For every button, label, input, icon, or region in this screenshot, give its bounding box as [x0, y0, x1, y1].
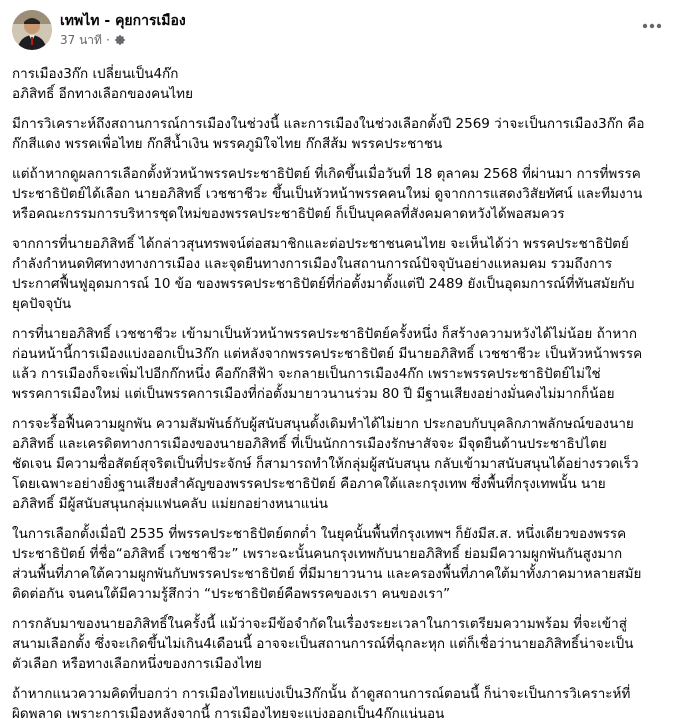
avatar-image — [12, 10, 52, 50]
post-text-line: ในการเลือกตั้งเมื่อปี 2535 ที่พรรคประชาธิปัตย์ตกต่ำ ในยุคนั้นพื้นที่กรุงเทพฯ ก็ยังมีส.ส. หนึ่งเดียวของพรรค — [12, 526, 627, 542]
post-text-line: อภิสิทธิ์ และเครดิตทางการเมืองของนายอภิสิทธิ์ ที่เป็นนักการเมืองรักษาสัจจะ มีจุดยืนด้านประชาธิปไตย — [12, 436, 607, 452]
post-paragraph — [12, 234, 668, 314]
post-text-line: การที่นายอภิสิทธิ์ เวชชาชีวะ เข้ามาเป็นหัวหน้าพรรคประชาธิปัตย์ครั้งหนึ่ง ก็สร้างความหวังได้ไม่น้อย ถ้าหาก — [12, 326, 637, 342]
post-text-line: ตัวเลือก หรือทางเลือกหนึ่งของการเมืองไทย — [12, 656, 262, 672]
post-text-line: สนามเลือกตั้ง ซึ่งจะเกิดขึ้นไม่เกิน4เดือนนี้ อาจจะเป็นสถานการณ์ที่ฉุกละหุก แต่ก็เชื่อว่านายอภิสิทธิ์น่าจะเป็น — [12, 636, 634, 652]
post-paragraph — [12, 414, 668, 514]
post-text-line: ผิดพลาด เพราะการเมืองหลังจากนี้ การเมืองไทยจะแบ่งออกเป็น4ก๊กแน่นอน — [12, 706, 445, 722]
post-text-line: มีการวิเคราะห์ถึงสถานการณ์การเมืองในช่วงนี้ และการเมืองในช่วงเลือกตั้งปี 2569 ว่าจะเป็นการเมือง3ก๊ก คือ — [12, 116, 645, 132]
post-text-line: ชัดเจน มีความซื่อสัตย์สุจริตเป็นที่ประจักษ์ ก็สามารถทำให้กลุ่มผู้สนับสนุน กลับเข้ามาสนับสนุนได้อย่างรวดเร็ว — [12, 456, 639, 472]
post-text-line: การเมือง3ก๊ก เปลี่ยนเป็น4ก๊ก — [12, 66, 179, 82]
post-paragraph — [12, 114, 668, 154]
post-text-line: พรรคการเมืองใหม่ แต่เป็นพรรคการเมืองที่ก่อตั้งมายาวนานร่วม 80 ปี มีฐานเสียงอย่างมั่นคงไม่มากก็น้อย — [12, 386, 615, 402]
post-text-line: ถ้าหากแนวความคิดที่บอกว่า การเมืองไทยแบ่งเป็น3ก๊กนั้น ถ้าดูสถานการณ์ตอนนี้ ก็น่าจะเป็นการวิเคราะห์ที่ — [12, 686, 631, 702]
post-meta — [60, 10, 668, 48]
post-paragraph — [12, 524, 668, 604]
post-text-line: หรือคณะกรรมการบริหารชุดใหม่ของพรรคประชาธิปัตย์ ก็เป็นบุคคลที่สังคมคาดหวังได้พอสมควร — [12, 206, 565, 222]
more-options-button[interactable] — [638, 12, 666, 40]
post-text-line: การกลับมาของนายอภิสิทธิ์ในครั้งนี้ แม้ว่าจะมีข้อจำกัดในเรื่องระยะเวลาในการเตรียมความพร้อม ที่จะเข้าสู่ — [12, 616, 627, 632]
post-subline — [60, 32, 668, 48]
post-text-line: กำลังกำหนดทิศทางทางการเมือง และจุดยืนทางการเมืองในสถานการณ์ปัจจุบันอย่างแหลมคม รวมถึงการ — [12, 256, 613, 272]
post-text-line: แล้ว การเมืองก็จะเพิ่มไปอีกก๊กหนึ่ง คือก๊กสีฟ้า จะกลายเป็นการเมือง4ก๊ก เพราะพรรคประชาธิปัตย์ไม่ใช่ — [12, 366, 601, 382]
post-text-line: ประชาธิปัตย์ได้เลือก นายอภิสิทธิ์ เวชชาชีวะ ขึ้นเป็นหัวหน้าพรรคคนใหม่ ดูจากการแสดงวิสัยทัศน์ และทีมงาน — [12, 186, 643, 202]
post-text-line: จากการที่นายอภิสิทธิ์ ได้กล่าวสุนทรพจน์ต่อสมาชิกและต่อประชาชนคนไทย จะเห็นได้ว่า พรรคประชาธิปัตย์ — [12, 236, 629, 252]
post-text-line: โดยเฉพาะอย่างยิ่งฐานเสียงสำคัญของพรรคประชาธิปัตย์ คือภาคใต้และกรุงเทพ ซึ่งพื้นที่กรุงเทพนั้น นาย — [12, 476, 606, 492]
avatar[interactable] — [12, 10, 52, 50]
post-text-line: ประกาศฟื้นฟูอุดมการณ์ 10 ข้อ ของพรรคประชาธิปัตย์ที่ก่อตั้งมาตั้งแต่ปี 2489 ยังเป็นอุดมการณ์ที่ทันสมัยกับ — [12, 276, 635, 292]
post-text-line: ยุคปัจจุบัน — [12, 296, 72, 312]
post-text-line: ก่อนหน้านี้การเมืองแบ่งออกเป็น3ก๊ก แต่หลังจากพรรคประชาธิปัตย์ มีนายอภิสิทธิ์ เวชชาชีวะ เป็นหัวหน้าพรรค — [12, 346, 643, 362]
post-body — [12, 64, 668, 724]
post-paragraph — [12, 614, 668, 674]
post-text-line: ติดต่อกัน จนคนใต้มีความรู้สึกว่า “ประชาธิปัตย์คือพรรคของเรา คนของเรา” — [12, 586, 451, 602]
post-text-line: ประชาธิปัตย์ ที่ชื่อ“อภิสิทธิ์ เวชชาชีวะ” เพราะฉะนั้นคนกรุงเทพกับนายอภิสิทธิ์ ย่อมมีความผูกพันกันสูงมาก — [12, 546, 623, 562]
post-header — [12, 10, 668, 54]
post-text-line: ก๊กสีแดง พรรคเพื่อไทย ก๊กสีน้ำเงิน พรรคภูมิใจไทย ก๊กสีส้ม พรรคประชาชน — [12, 136, 443, 152]
post-text-line: ส่วนพื้นที่ภาคใต้ความผูกพันกับพรรคประชาธิปัตย์ ที่มีมายาวนาน และครองพื้นที่ภาคใต้มาทั้งภาคมาหลายสมัย — [12, 566, 642, 582]
post-text-line: แต่ถ้าหากดูผลการเลือกตั้งหัวหน้าพรรคประชาธิปัตย์ ที่เกิดขึ้นเมื่อวันที่ 18 ตุลาคม 2568 ที่ผ่านมา การที่พรรค — [12, 166, 641, 182]
post-paragraph — [12, 64, 668, 104]
post-text-line: อภิสิทธิ์ มีผู้สนับสนุนกลุ่มแฟนคลับ แม่ยกอย่างหนาแน่น — [12, 496, 328, 512]
gear-icon[interactable] — [114, 34, 126, 46]
post-timestamp[interactable]: 37 นาที — [60, 33, 102, 47]
separator-dot: · — [105, 33, 110, 47]
more-options-icon — [642, 23, 662, 29]
post-text-line: อภิสิทธิ์ อีกทางเลือกของคนไทย — [12, 86, 193, 102]
page-name[interactable]: เทพไท - คุยการเมือง — [60, 13, 186, 29]
post-paragraph — [12, 164, 668, 224]
post-paragraph — [12, 324, 668, 404]
post-paragraph — [12, 684, 668, 724]
post-text-line: การจะรื้อฟื้นความผูกพัน ความสัมพันธ์กับผู้สนับสนุนดั้งเดิมทำได้ไม่ยาก ประกอบกับบุคลิกภาพลักษณ์ของนาย — [12, 416, 634, 432]
